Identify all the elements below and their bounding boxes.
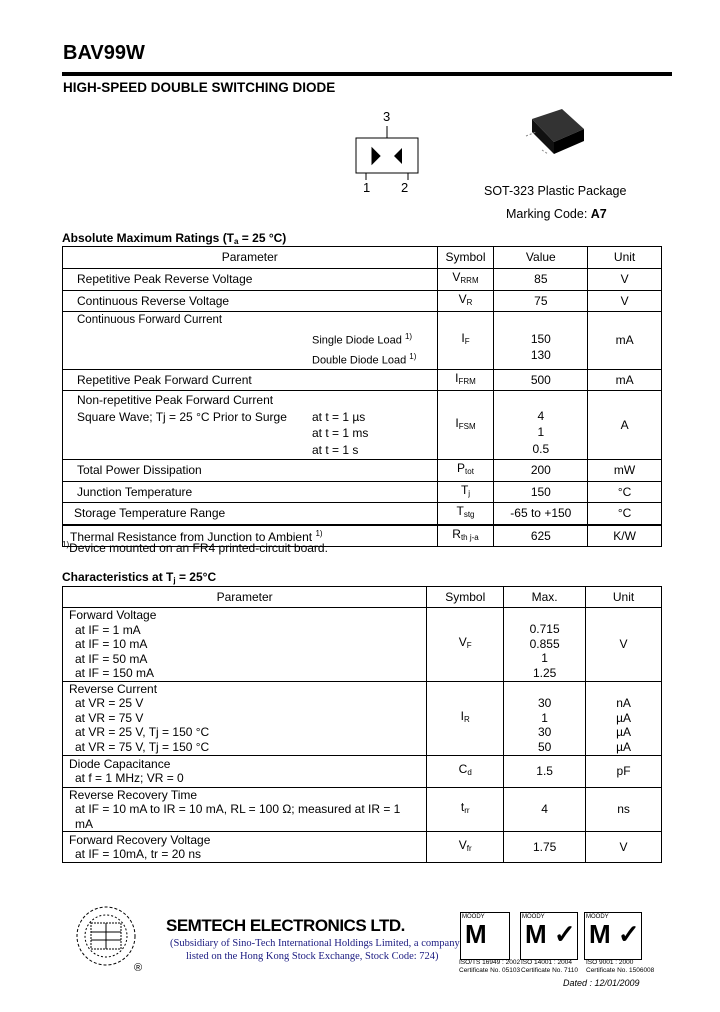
table-cell: Reverse Current at VR = 25 V at VR = 75 V at VR = 25 V, Tj = 150 °C at VR = 75 V, Tj = 150 °C [63,681,427,755]
table-cell: 75 [494,290,588,312]
table-cell: 0.715 0.855 1 1.25 [504,608,586,682]
table-cell: Unit [586,587,662,608]
table-cell: Repetitive Peak Reverse Voltage [63,269,438,291]
cert-2-text: ISO 14001 : 2004 Certificate No. 7110 [521,959,578,974]
footnote: $^{1)}$Device mounted on an FR4 printed-circuit board. [62,540,328,555]
part-description: HIGH-SPEED DOUBLE SWITCHING DIODE [63,80,336,95]
table-cell: $I_F$ [437,312,494,370]
table-cell: 200 [494,460,588,482]
table-cell: V [588,290,662,312]
table-cell: A [588,391,662,460]
diode-schematic [350,108,430,198]
table-cell: Storage Temperature Range [63,503,438,525]
table-cell: nA µA µA µA [586,681,662,755]
table-cell: Total Power Dissipation [63,460,438,482]
table-cell: $V_{RRM}$ [437,269,494,291]
table-row [63,391,662,460]
table-cell: °C [588,503,662,525]
table-cell: Reverse Recovery Time at IF = 10 mA to IR = 10 mA, RL = 100 Ω; measured at IR = 1 mA [63,787,427,832]
table-cell: Junction Temperature [63,481,438,503]
table-cell: 1.75 [504,832,586,863]
svg-text:1: 1 [363,180,371,195]
table-row [63,755,662,787]
table-cell: $I_R$ [427,681,504,755]
table-cell: 30 1 30 50 [504,681,586,755]
table-cell: -65 to +150 [494,503,588,525]
subsidiary-line-1: (Subsidiary of Sino-Tech International Holdings Limited, a company [170,938,460,949]
table-cell: $R_{th j-a}$ [437,525,494,547]
table-cell: 4 1 0.5 [494,391,588,460]
table-cell: 1.5 [504,755,586,787]
cert-3-text: ISO 9001 : 2000 Certificate No. 1506008 [586,959,655,974]
table-cell: Symbol [427,587,504,608]
table-cell: $P_{tot}$ [437,460,494,482]
table-cell: $I_{FSM}$ [437,391,494,460]
table-row [63,290,662,312]
svg-text:3: 3 [383,109,391,124]
package-name: SOT-323 Plastic Package [484,184,627,198]
table-cell: Value [494,247,588,269]
table-cell: Continuous Forward Current Single Diode Load $^{1)}$ Double Diode Load $^{1)}$ [63,312,438,370]
table-cell: $C_d$ [427,755,504,787]
table-cell: Diode Capacitance at f = 1 MHz; VR = 0 [63,755,427,787]
table-cell: 150 130 [494,312,588,370]
table-cell: Max. [504,587,586,608]
table-row [63,460,662,482]
table-cell: 85 [494,269,588,291]
table-cell: V [586,608,662,682]
table-cell: $V_F$ [427,608,504,682]
table-cell: $T_{stg}$ [437,503,494,525]
table-cell: $V_{fr}$ [427,832,504,863]
table-row [63,681,662,755]
cert-badge-iso14001: MOODY M ✓ [520,912,578,960]
table-cell: 500 [494,369,588,391]
marking-value: A7 [590,207,607,221]
cert-1-text: ISO/TS 16949 : 2002 Certificate No. 05103 [459,959,521,974]
table-row [63,503,662,525]
table-cell: 150 [494,481,588,503]
cert-badge-iso9001: MOODY M ✓ [584,912,642,960]
table-cell: Parameter [63,247,438,269]
abs-max-title: Absolute Maximum Ratings ($T_a = 25$ °C) [62,231,287,246]
table-row [63,312,662,370]
characteristics-table [62,586,662,863]
table-cell: Forward Recovery Voltage at IF = 10mA, tr = 20 ns [63,832,427,863]
sot323-package-image [512,104,592,164]
subsidiary-line-2: listed on the Hong Kong Stock Exchange, Stock Code: 724) [186,951,439,962]
table-cell: mW [588,460,662,482]
table-cell: $V_R$ [437,290,494,312]
characteristics-title: Characteristics at $T_j = 25^\circ C$ [62,570,217,585]
company-name: SEMTECH ELECTRONICS LTD. [166,916,405,935]
svg-text:2: 2 [401,180,409,195]
table-cell: K/W [588,525,662,547]
marking-label: Marking Code: [506,207,588,221]
table-cell: Forward Voltage at IF = 1 mA at IF = 10 mA at IF = 50 mA at IF = 150 mA [63,608,427,682]
table-cell: $T_j$ [437,481,494,503]
title-rule [62,72,672,76]
table-cell: ns [586,787,662,832]
table-cell: mA [588,369,662,391]
table-cell: 4 [504,787,586,832]
semtech-logo [75,905,137,967]
table-cell: °C [588,481,662,503]
table-cell: $t_{rr}$ [427,787,504,832]
table-row [63,481,662,503]
abs-max-table [62,246,662,547]
table-cell: V [586,832,662,863]
part-number: BAV99W [63,42,145,64]
table-header [63,247,662,269]
table-row [63,369,662,391]
table-cell: Parameter [63,587,427,608]
table-cell: V [588,269,662,291]
table-row [63,832,662,863]
table-cell: Unit [588,247,662,269]
table-row [63,269,662,291]
table-cell: pF [586,755,662,787]
table-row [63,787,662,832]
table-cell: Thermal Resistance from Junction to Ambient $^{1)}$ [63,525,438,547]
marking-code [506,207,607,221]
table-row [63,608,662,682]
registered-mark: ® [134,962,143,974]
table-cell: Repetitive Peak Forward Current [63,369,438,391]
table-cell: Continuous Reverse Voltage [63,290,438,312]
table-cell: mA [588,312,662,370]
table-cell: Non-repetitive Peak Forward Current Square Wave; Tj = 25 °C Prior to Surge at t = 1 µs at t = 1 ms at t = 1 s [63,391,438,460]
cert-badge-ts16949: MOODY M [460,912,510,960]
table-cell: 625 [494,525,588,547]
table-cell: $I_{FRM}$ [437,369,494,391]
table-cell: Symbol [437,247,494,269]
dated: Dated : 12/01/2009 [563,978,640,988]
table-header [63,587,662,608]
